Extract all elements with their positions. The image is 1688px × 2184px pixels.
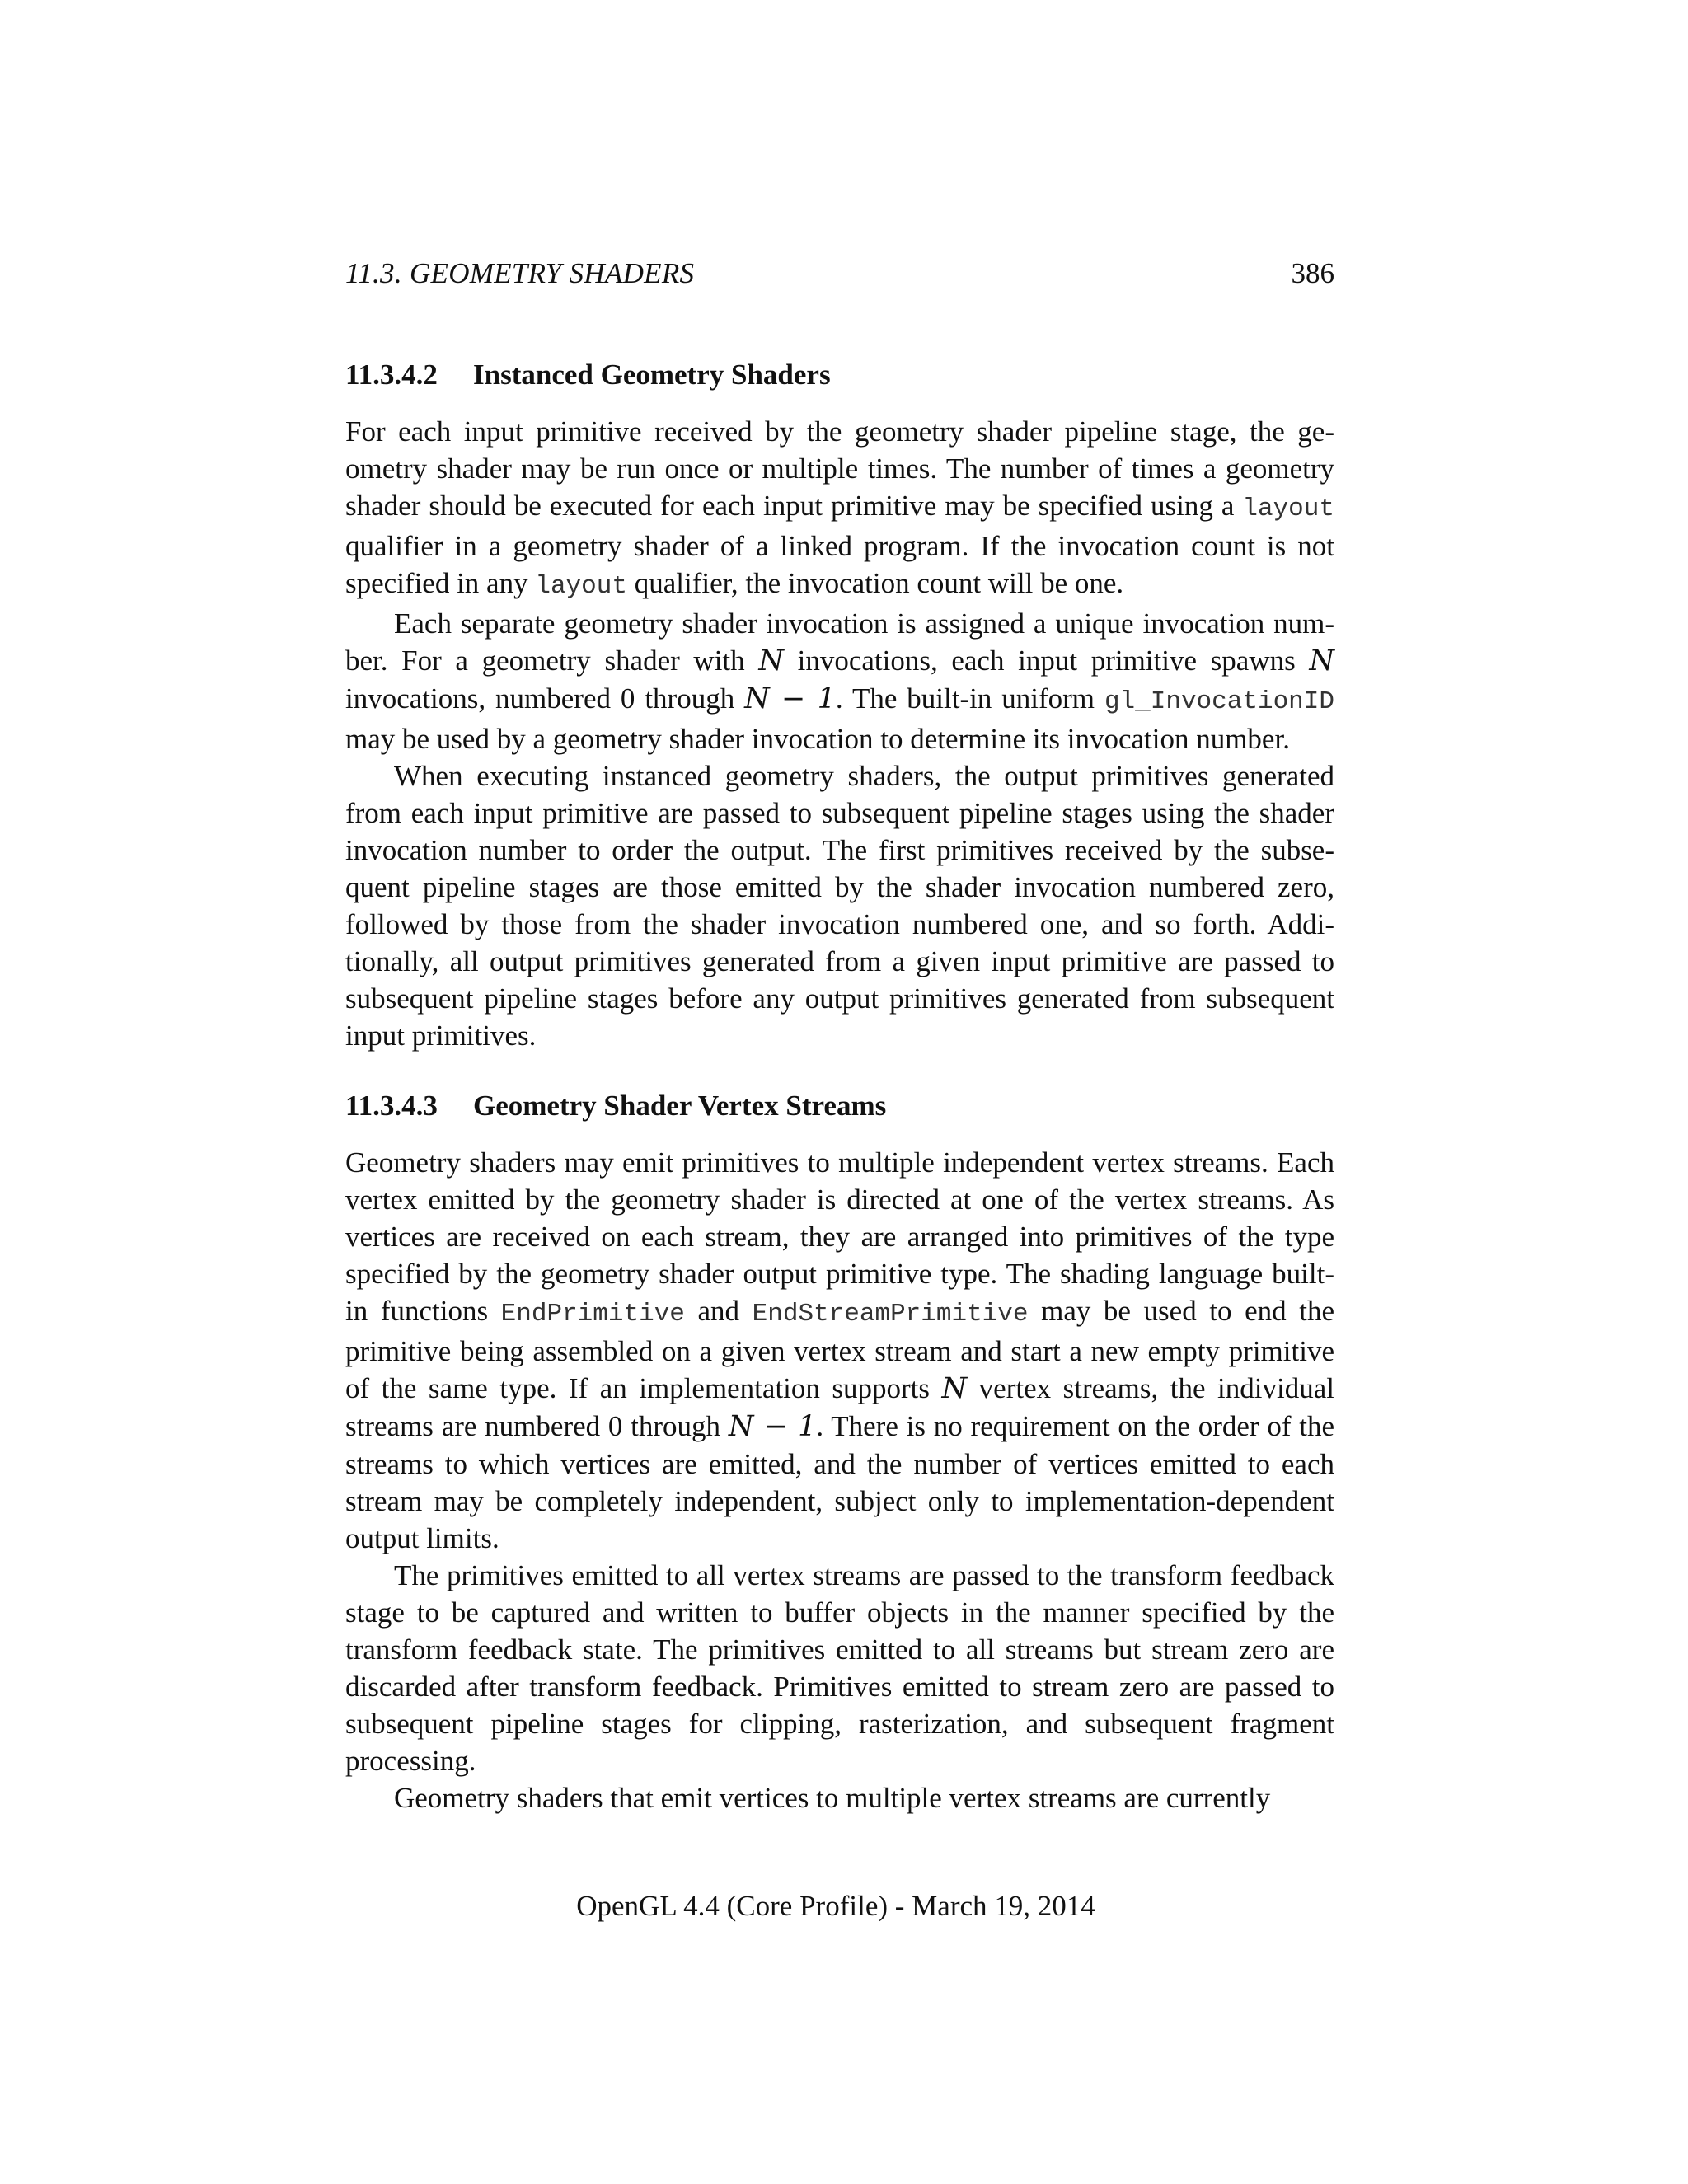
running-head: 11.3. GEOMETRY SHADERS (345, 257, 695, 289)
math-expression: N − 1 (728, 1410, 817, 1443)
section-heading-instanced (345, 356, 1334, 393)
paragraph (345, 1144, 1334, 1557)
code-term: layout (535, 572, 627, 601)
text-run: Each separate geometry shader invocation is assigned a unique invocation number. For a geometry shader with (345, 607, 1334, 677)
section-heading-vertex-streams (345, 1087, 1334, 1124)
text-run: and (684, 1295, 753, 1327)
text-run: invocations, numbered 0 through (345, 682, 745, 715)
text-run: may be used to end the primitive being assembled on a given vertex stream and start a new empty primitive of the same type. If an implementation supports (345, 1295, 1335, 1404)
page-header (345, 257, 1334, 298)
paragraph (345, 1557, 1334, 1779)
math-expression: N − 1 (744, 682, 836, 715)
text-run: Geometry shaders that emit vertices to multiple vertex streams are currently (394, 1782, 1271, 1814)
page-number: 386 (1291, 257, 1334, 289)
math-symbol: N (1309, 644, 1334, 677)
text-run: . The built-in uniform (835, 682, 1104, 715)
text-run: qualifier in a geometry shader of a linked program. If the invocation count is not specified in any (345, 530, 1334, 599)
paragraph (345, 413, 1334, 605)
code-term: layout (1242, 494, 1334, 523)
text-run: The primitives emitted to all vertex streams are passed to the transform feedback stage to be captured and written to buffer objects in the manner specified by the transform feedback state. The primitives emitted to all streams but stream zero are discarded after transform feedback. Primitives emitted to stream zero are passed to subsequent pipeline stages for clipping, rasterization, and subsequent fragment processing. (345, 1559, 1334, 1777)
text-run: Geometry shaders may emit primitives to multiple independent vertex streams. Each vertex emitted by the geometry shader is directed at one of the vertex streams. As vertices are received on each stream, they are arranged into primitives of the type specified by the geometry shader output primitive type. The shading language built-in functions (345, 1146, 1334, 1327)
text-run: For each input primitive received by the geometry shader pipeline stage, the geometry shader may be run once or multiple times. The number of times a geometry shader should be executed for each input primitive may be specified using a (345, 415, 1334, 522)
text-run: . There is no requirement on the order of the streams to which vertices are emitted, and the number of vertices emitted to each stream may be completely independent, subject only to implementation-dependent output limits. (345, 1410, 1335, 1554)
paragraph (345, 1779, 1334, 1816)
text-run: invocations, each input primitive spawns (783, 644, 1310, 677)
code-term: EndPrimitive (500, 1300, 685, 1329)
text-run: qualifier, the invocation count will be one. (626, 567, 1124, 599)
text-run: may be used by a geometry shader invocation to determine its invocation number. (345, 723, 1290, 755)
math-symbol: N (941, 1372, 968, 1405)
code-term: EndStreamPrimitive (752, 1300, 1029, 1329)
text-run: When executing instanced geometry shaders, the output primitives generated from each input primitive are passed to subsequent pipeline stages using the shader invocation number to order the output. The first primitives received by the subsequent pipeline stages are those emitted by the shader invocation numbered zero, followed by those from the shader invocation numbered one, and so forth. Additionally, all output primitives generated from a given input primitive are passed to subsequent pipeline stages before any output primitives generated from subsequent input primitives. (345, 760, 1334, 1052)
text-run: vertex streams, the individual streams are numbered 0 through (345, 1372, 1334, 1442)
paragraph (345, 605, 1334, 757)
math-symbol: N (758, 644, 784, 677)
section-number: 11.3.4.3 (345, 1090, 438, 1122)
paragraph (345, 757, 1334, 1054)
section-number: 11.3.4.2 (345, 359, 438, 391)
section-title: Geometry Shader Vertex Streams (473, 1090, 887, 1122)
page-footer: OpenGL 4.4 (Core Profile) - March 19, 2014 (576, 1890, 1095, 1922)
code-term: gl_InvocationID (1104, 687, 1334, 716)
section-title: Instanced Geometry Shaders (473, 359, 831, 391)
page-body (345, 356, 1334, 1816)
